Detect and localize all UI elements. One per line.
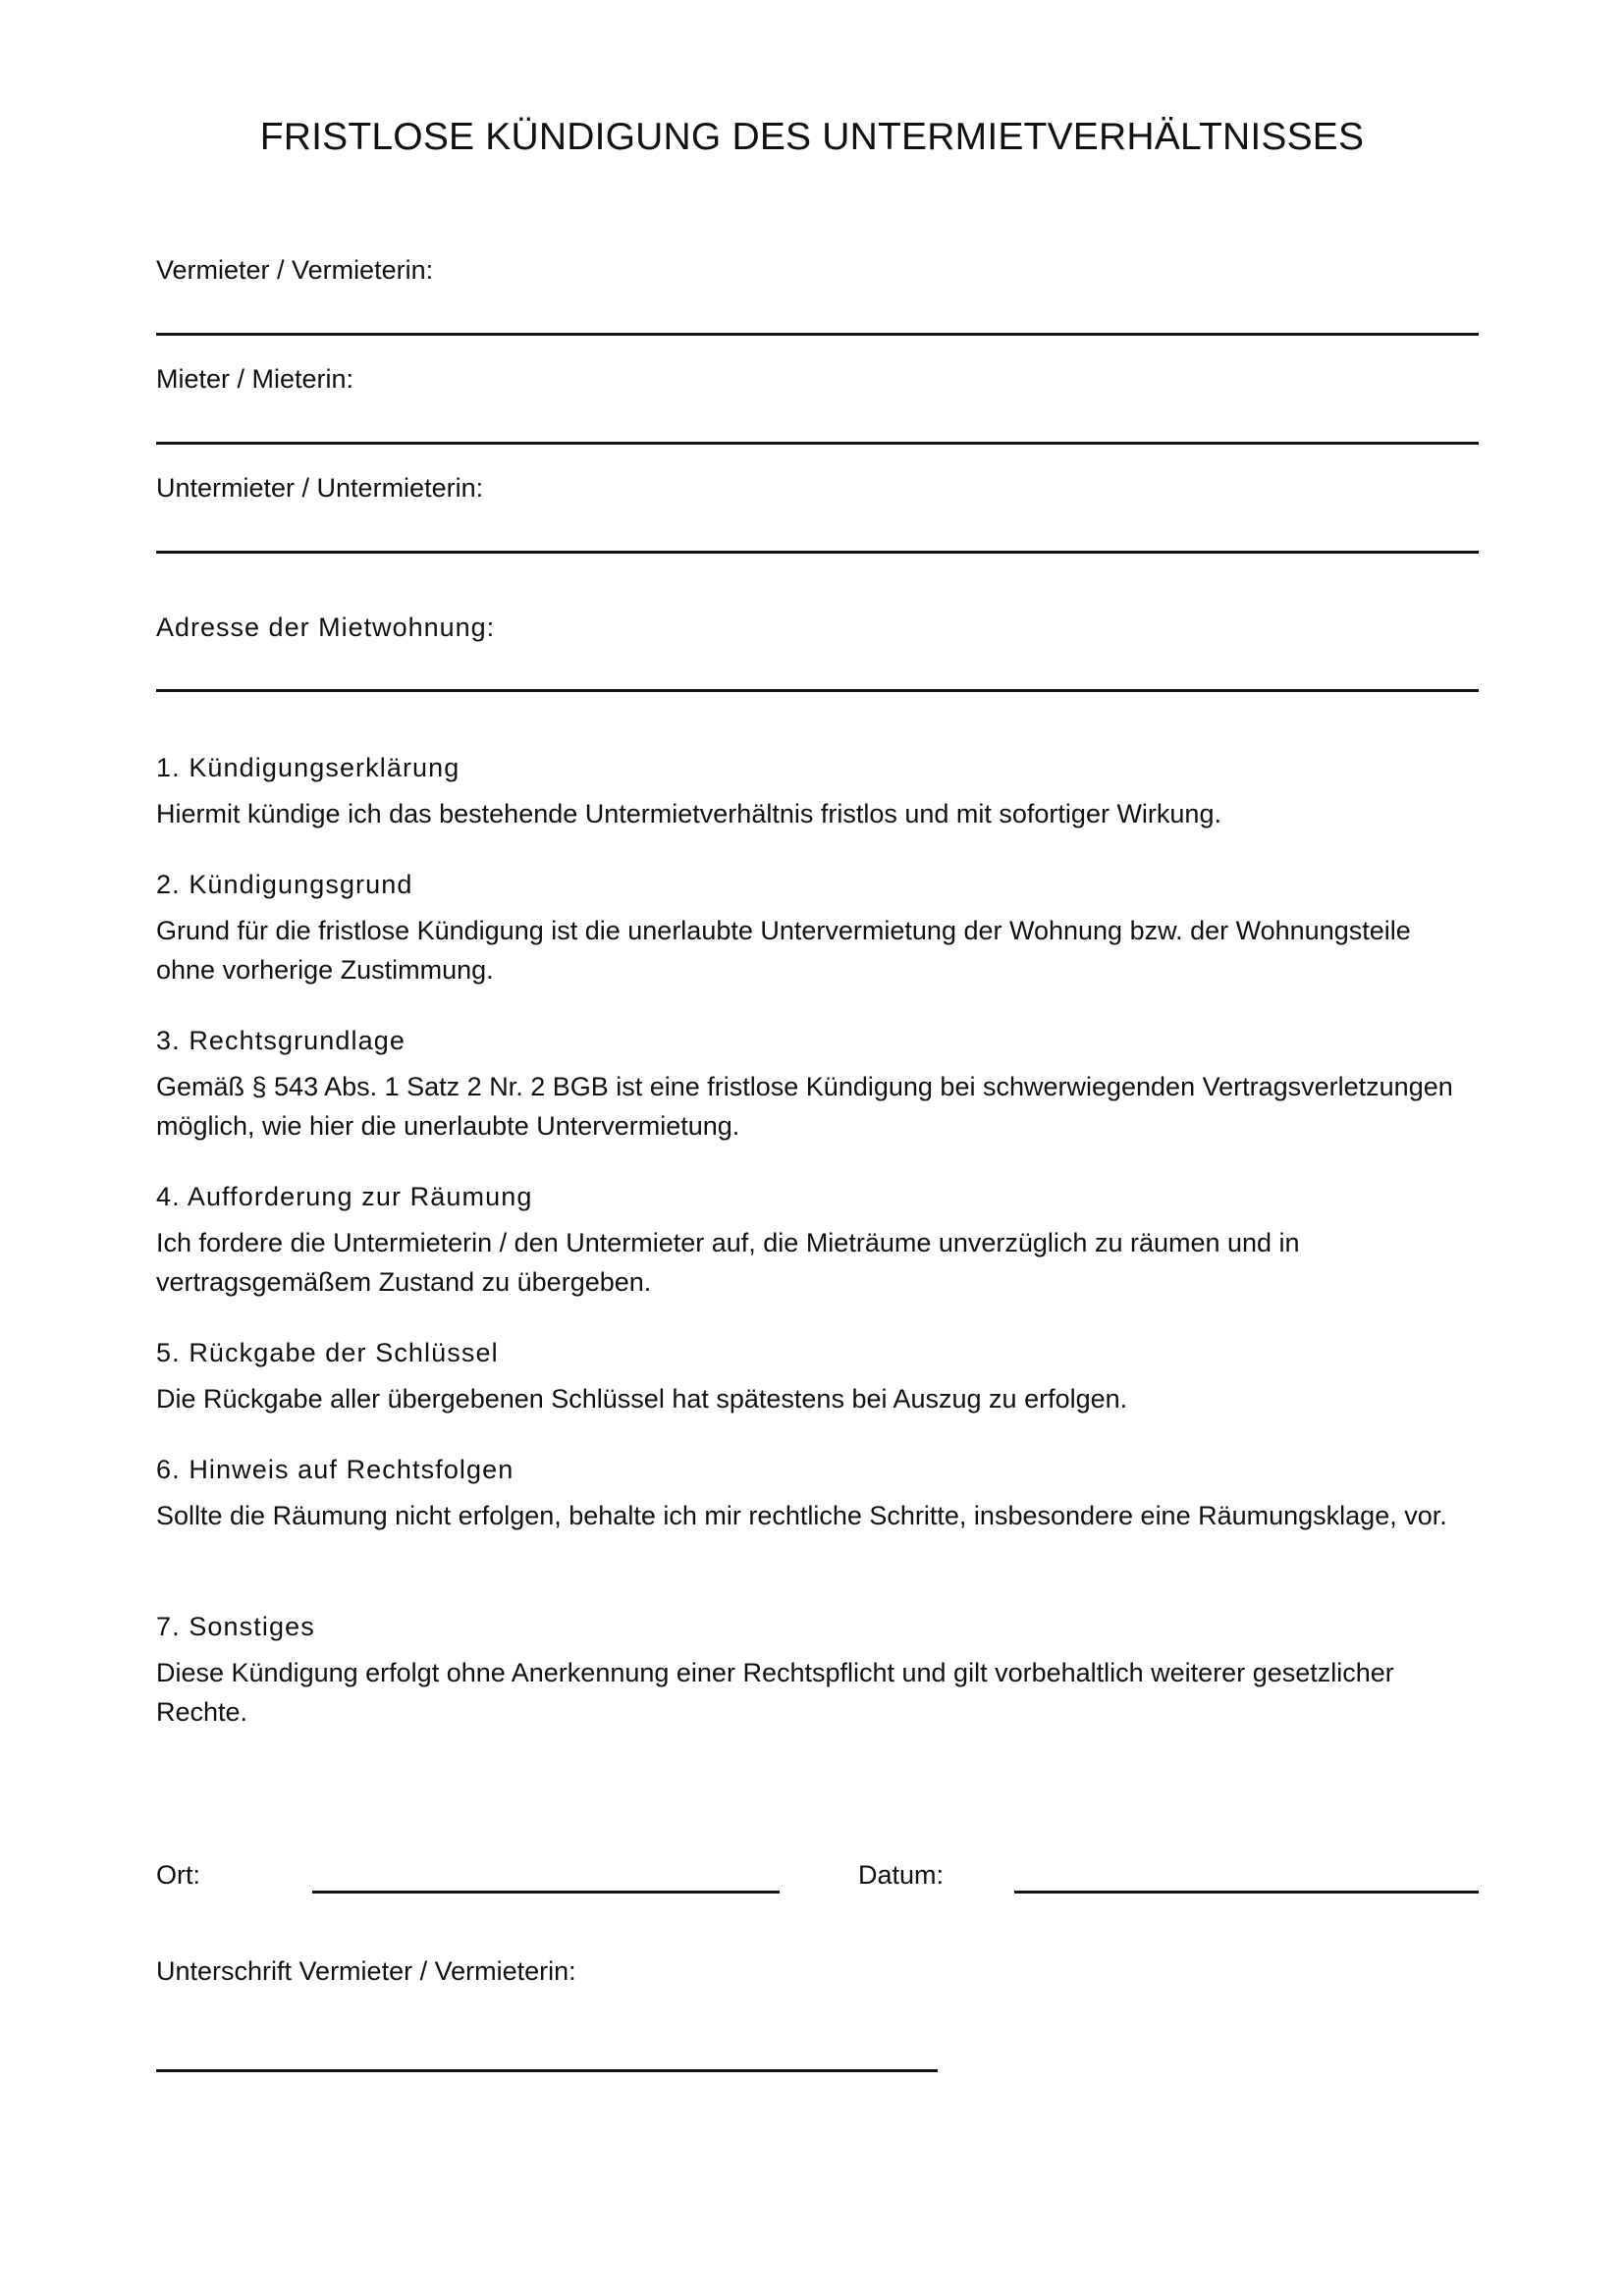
subtenant-label: Untermieter / Untermieterin:: [156, 473, 484, 503]
section-body: Ich fordere die Untermieterin / den Untermieter auf, die Mieträume unverzüglich zu räumen und in vertragsgemäßem Zustand zu übergeben.: [156, 1228, 1300, 1297]
section-heading: 5. Rückgabe der Schlüssel: [156, 1338, 499, 1367]
section-body: Hiermit kündige ich das bestehende Untermietverhältnis fristlos und mit sofortiger Wirkung.: [156, 799, 1221, 828]
subtenant-line[interactable]: [156, 551, 1479, 554]
landlord-line[interactable]: [156, 333, 1479, 336]
section-legal-consequences: [156, 1453, 1477, 1535]
signature-line[interactable]: [156, 2069, 938, 2072]
tenant-line[interactable]: [156, 442, 1479, 445]
tenant-label: Mieter / Mieterin:: [156, 364, 354, 394]
section-heading: 1. Kündigungserklärung: [156, 753, 460, 782]
section-body: Diese Kündigung erfolgt ohne Anerkennung einer Rechtspflicht und gilt vorbehaltlich weiterer gesetzlicher Rechte.: [156, 1658, 1394, 1727]
section-body: Sollte die Räumung nicht erfolgen, behalte ich mir rechtliche Schritte, insbesondere eine Räumungsklage, vor.: [156, 1501, 1447, 1530]
section-body: Gemäß § 543 Abs. 1 Satz 2 Nr. 2 BGB ist eine fristlose Kündigung bei schwerwiegenden Vertragsverletzungen möglich, wie hier die unerlaubte Untervermietung.: [156, 1072, 1453, 1141]
section-heading: 2. Kündigungsgrund: [156, 870, 413, 899]
signature-label: Unterschrift Vermieter / Vermieterin:: [156, 1956, 576, 1986]
section-keys: [156, 1336, 1477, 1418]
date-line[interactable]: [1014, 1891, 1479, 1894]
section-declaration: [156, 751, 1477, 833]
section-reason: [156, 868, 1477, 989]
section-miscellaneous: [156, 1610, 1477, 1732]
section-heading: 6. Hinweis auf Rechtsfolgen: [156, 1455, 514, 1484]
address-line[interactable]: [156, 689, 1479, 692]
section-body: Grund für die fristlose Kündigung ist die unerlaubte Untervermietung der Wohnung bzw. der Wohnungsteile ohne vorherige Zustimmung.: [156, 916, 1411, 985]
document-title: FRISTLOSE KÜNDIGUNG DES UNTERMIETVERHÄLTNISSES: [259, 116, 1365, 158]
section-legal-basis: [156, 1024, 1477, 1146]
date-label: Datum:: [858, 1860, 945, 1890]
landlord-label: Vermieter / Vermieterin:: [156, 255, 434, 285]
section-eviction-request: [156, 1180, 1477, 1302]
section-heading: 4. Aufforderung zur Räumung: [156, 1182, 533, 1211]
section-body: Die Rückgabe aller übergebenen Schlüssel hat spätestens bei Auszug zu erfolgen.: [156, 1384, 1128, 1414]
section-heading: 7. Sonstiges: [156, 1612, 315, 1641]
address-label: Adresse der Mietwohnung:: [156, 613, 496, 642]
section-heading: 3. Rechtsgrundlage: [156, 1026, 406, 1055]
place-line[interactable]: [312, 1891, 780, 1894]
place-label: Ort:: [156, 1860, 200, 1890]
